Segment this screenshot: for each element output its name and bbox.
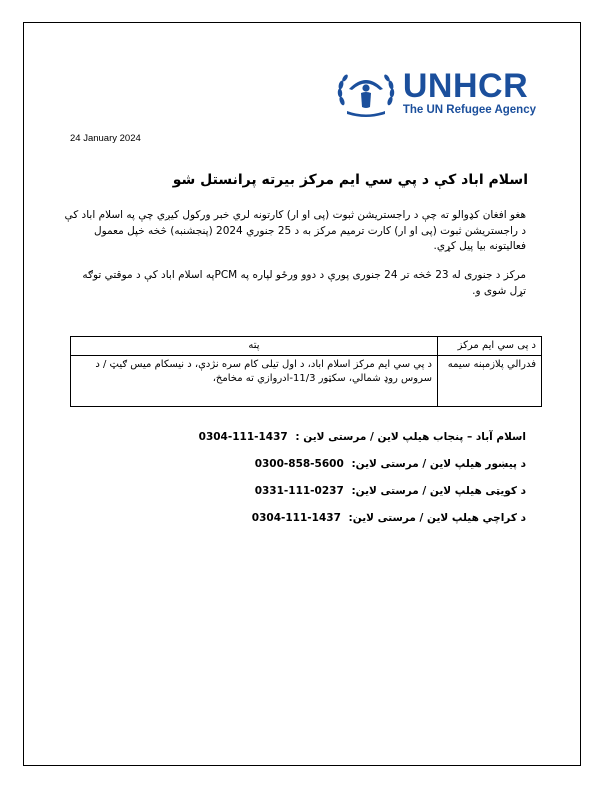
table-header-address: پته	[71, 337, 438, 356]
helpline-item	[199, 431, 526, 443]
table-cell-address: د پي سي ایم مرکز اسلام اباد، د اول تیلی کام سره نژدې، د نیسکام میس ګیټ / د سروس روډ شمالي، سکټور 11/3-ادروازي ته مخامخ،	[71, 356, 438, 407]
organization-name: UNHCR	[402, 67, 529, 105]
paragraph-text: مرکز د جنوری له 23 څخه تر 24 جنوری پورې د دوو ورځو لپاره په PCMپه اسلام اباد کې د موقتي توګه تړل شوی و.	[82, 269, 526, 297]
table-header-row	[71, 337, 542, 356]
helpline-item	[255, 485, 526, 497]
helpline-item	[252, 512, 526, 524]
paragraph-text: هغو افغان کډوالو ته چې د راجستریشن ثبوت (پی او ار) کارتونه لري خبر ورکول کیږي چې په اسلام اباد کې د راجستریشن ثبوت (پی او ار) کارت ترمیم مرکز به د 25 جنوري 2024 (پنجشنبه) څخه خپل معمول فعالیتونه بیا پیل کړي.	[64, 209, 526, 252]
organization-tagline: The UN Refugee Agency	[402, 104, 536, 116]
document-date: 24 January 2024	[70, 133, 141, 144]
table-cell-center: فدرالي پلازمېنه سیمه	[438, 356, 542, 407]
unhcr-logo	[335, 67, 536, 117]
helpline-label: د پیښور هیلپ لاین / مرستی لاین:	[351, 458, 526, 470]
document-title: اسلام اباد کې د پي سي ایم مرکز بیرته پرانستل شو	[172, 172, 528, 188]
helpline-label: اسلام آباد – پنجاب هیلپ لاین / مرستی لاین :	[295, 431, 526, 443]
paragraph-1	[64, 208, 526, 255]
helpline-number: 0331-111-0237	[254, 485, 344, 497]
helpline-label: د کویټی هیلپ لاین / مرستی لاین:	[351, 485, 526, 497]
table-header-center: د پی سي ایم مرکز	[438, 337, 542, 356]
helpline-number: 0304-111-1437	[198, 431, 288, 443]
paragraph-2	[64, 268, 526, 299]
helpline-number: 0300-858-5600	[254, 458, 344, 470]
helpline-number: 0304-111-1437	[251, 512, 341, 524]
helpline-item	[255, 458, 526, 470]
helpline-label: د کراچي هیلپ لاین / مرستی لاین:	[348, 512, 526, 524]
table-row	[71, 356, 542, 407]
centre-table	[70, 336, 542, 407]
unhcr-emblem-icon	[335, 71, 397, 117]
